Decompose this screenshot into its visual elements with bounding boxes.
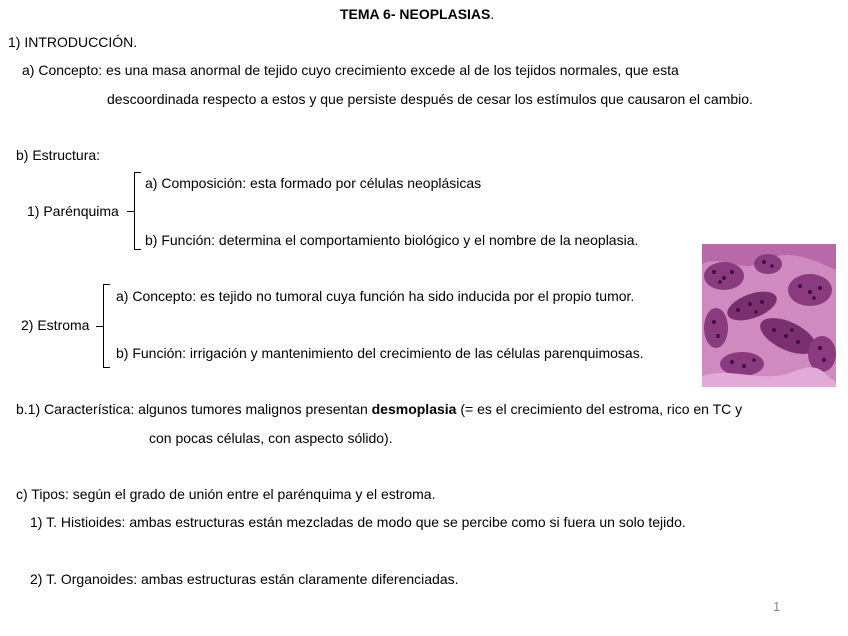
estroma-brace — [103, 284, 110, 368]
parenquima-composition: a) Composición: esta formado por células neoplásicas — [145, 175, 482, 191]
parenquima-function: b) Función: determina el comportamiento biológico y el nombre de la neoplasia. — [145, 232, 639, 248]
estroma-function: b) Función: irrigación y mantenimiento del crecimiento de las células parenquimosas. — [116, 345, 644, 361]
types-heading: c) Tipos: según el grado de unión entre el parénquima y el estroma. — [16, 486, 436, 502]
histology-micrograph-icon — [702, 244, 836, 387]
desmoplasia-term: desmoplasia — [371, 401, 457, 417]
structure-heading: b) Estructura: — [16, 147, 101, 163]
type-histioides: 1) T. Histioides: ambas estructuras están mezcladas de modo que se percibe como si fuera un solo tejido. — [30, 514, 686, 530]
page-number: 1 — [773, 599, 781, 614]
feature-line-2: con pocas células, con aspecto sólido). — [149, 430, 393, 446]
section-introduction: 1) INTRODUCCIÓN. — [8, 34, 138, 50]
type-organoides: 2) T. Organoides: ambas estructuras están claramente diferenciadas. — [30, 571, 459, 587]
concept-line-2: descoordinada respecto a estos y que persiste después de cesar los estímulos que causaron el cambio. — [107, 91, 753, 107]
parenquima-brace — [134, 172, 141, 250]
concept-line-1: a) Concepto: es una masa anormal de tejido cuyo crecimiento excede al de los tejidos normales, que esta — [22, 62, 679, 78]
parenquima-label: 1) Parénquima — [27, 203, 119, 219]
estroma-concept: a) Concepto: es tejido no tumoral cuya función ha sido inducida por el propio tumor. — [116, 288, 635, 304]
feature-line-1: b.1) Característica: algunos tumores malignos presentan desmoplasia (= es el crecimiento del estroma, rico en TC y — [16, 401, 743, 417]
estroma-label: 2) Estroma — [21, 317, 90, 333]
page-title: TEMA 6- NEOPLASIAS. — [340, 6, 495, 22]
